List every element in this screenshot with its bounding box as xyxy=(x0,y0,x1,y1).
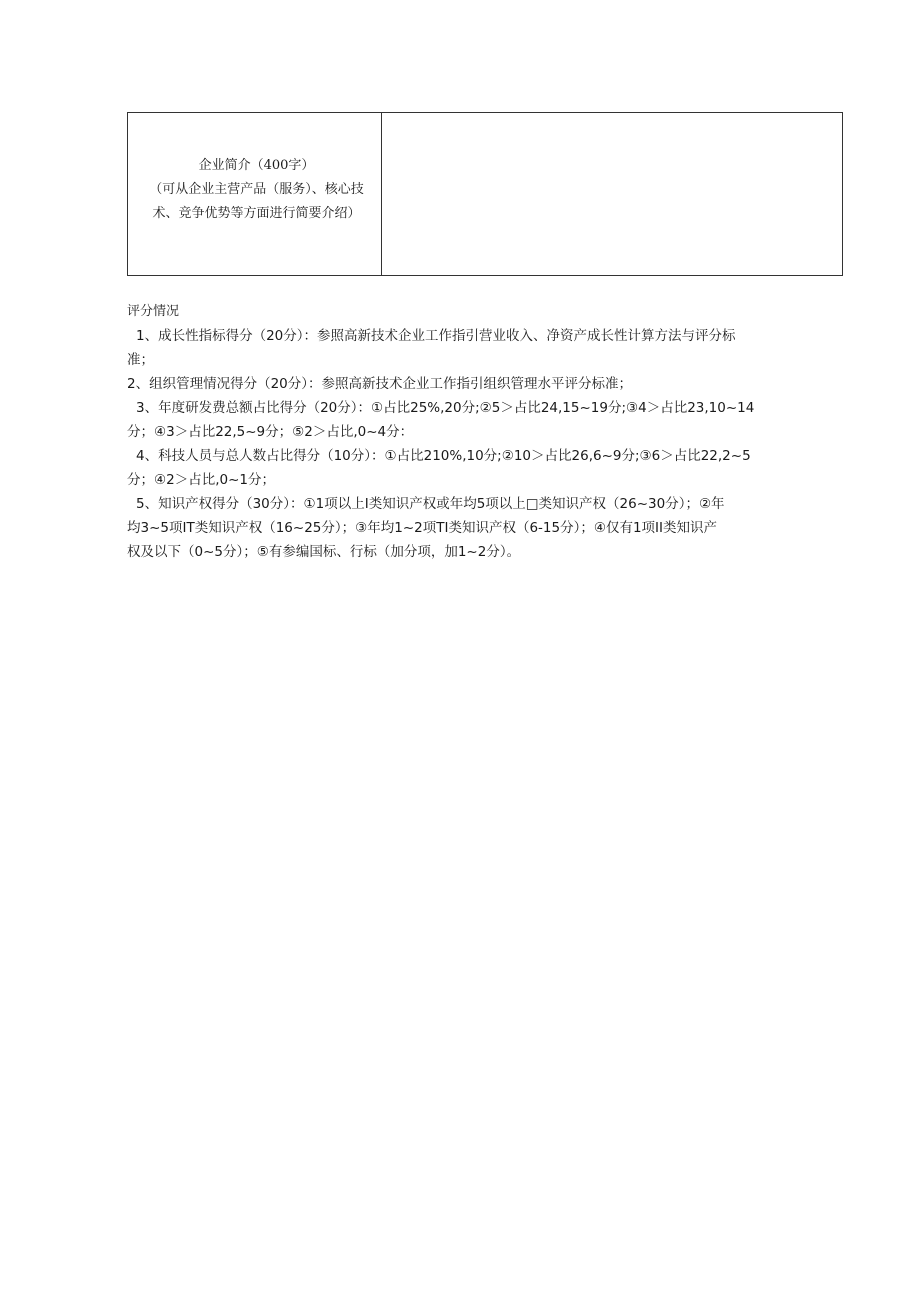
scoring-item-3-line-2: 分；④3＞占比22,5~9分；⑤2＞占比,0~4分： xyxy=(127,424,414,440)
company-intro-table xyxy=(127,112,843,276)
scoring-item-4-line-2: 分；④2＞占比,0~1分； xyxy=(127,472,275,488)
scoring-item-1-line-1: 1、成长性指标得分（20分）：参照高新技术企业工作指引营业收入、净资产成长性计算方法与评分标 xyxy=(136,328,736,344)
company-intro-title: 企业简介（400字） xyxy=(198,158,315,173)
scoring-item-5-line-1: 5、知识产权得分（30分）：①1项以上I类知识产权或年均5项以上□类知识产权（26~30分）；②年 xyxy=(136,496,725,512)
scoring-item-5-line-2: 均3~5项IT类知识产权（16~25分）；③年均1~2项TI类知识产权（6-15分）；④仅有1项II类知识产 xyxy=(127,520,717,536)
scoring-item-3-line-1: 3、年度研发费总额占比得分（20分）：①占比25%,20分;②5＞占比24,15~19分;③4＞占比23,10~14 xyxy=(136,400,755,416)
scoring-heading: 评分情况 xyxy=(127,304,180,319)
scoring-item-5-line-3: 权及以下（0~5分）；⑤有参编国标、行标（加分项，加1~2分）。 xyxy=(127,544,521,560)
company-intro-desc-line-2: 术、竞争优势等方面进行简要介绍） xyxy=(152,206,361,221)
scoring-item-2-line-1: 2、组织管理情况得分（20分）：参照高新技术企业工作指引组织管理水平评分标准； xyxy=(127,376,633,392)
company-intro-value-cell[interactable] xyxy=(382,113,842,275)
company-intro-label-cell xyxy=(128,113,382,275)
company-intro-desc-line-1: （可从企业主营产品（服务）、核心技 xyxy=(149,182,364,197)
scoring-item-4-line-1: 4、科技人员与总人数占比得分（10分）：①占比210%,10分;②10＞占比26,6~9分;③6＞占比22,2~5 xyxy=(136,448,751,464)
scoring-item-1-line-2: 准； xyxy=(127,352,154,368)
scoring-section xyxy=(127,300,847,564)
